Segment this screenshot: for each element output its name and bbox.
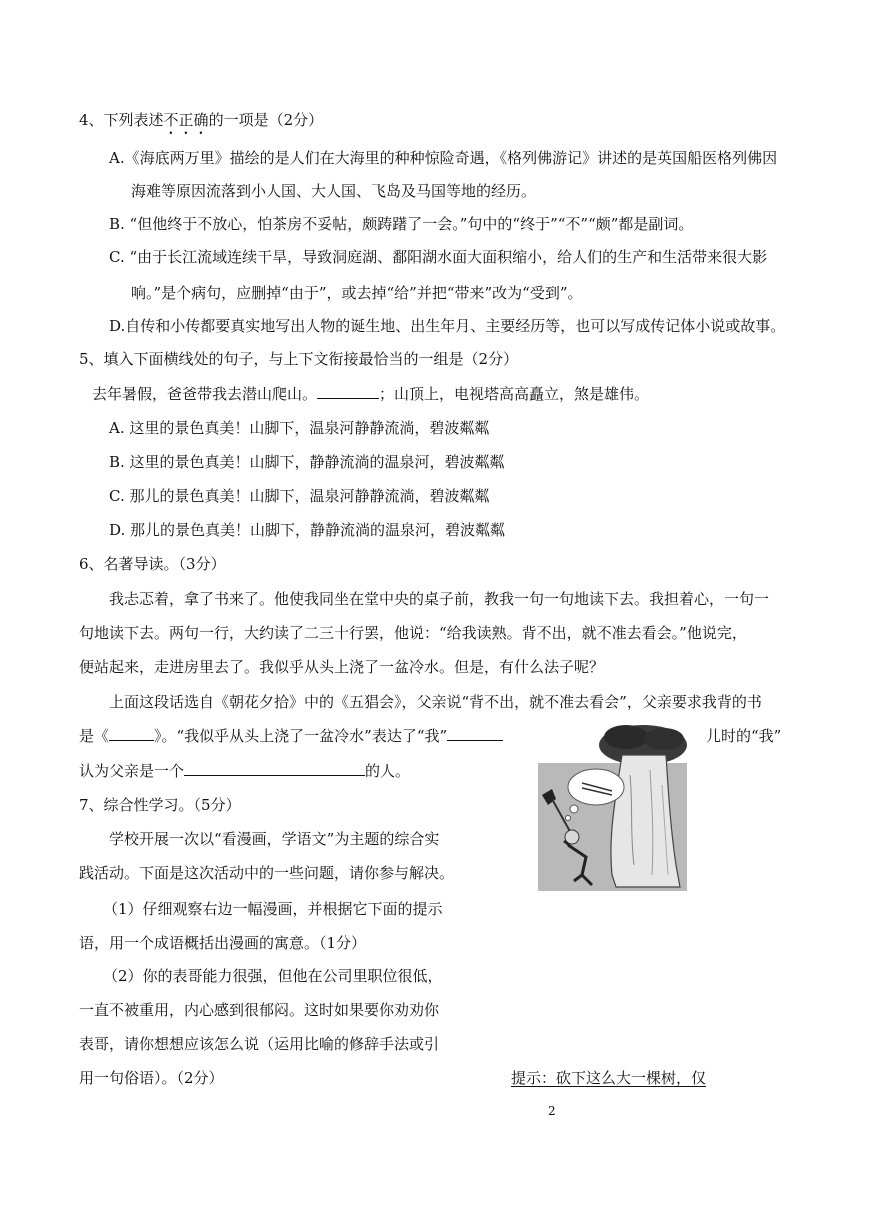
q4-title (79, 110, 323, 138)
page-number: 2 (548, 1104, 556, 1118)
q6-q2-part-b: 》。“我似乎从头上浇了一盆冷水”表达了“我” (154, 727, 448, 745)
q6-q3-part-a: 认为父亲是一个 (79, 762, 185, 780)
q5-option-a: A. 这里的景色真美！山脚下，温泉河静静流淌，碧波粼粼 (109, 419, 490, 437)
q4-option-b: B. “但他终于不放心，怕茶房不妥帖，颇踌躇了一会。”句中的“终于”“不”“颇”都是副词。 (109, 215, 694, 233)
q5-option-d: D. 那儿的景色真美！山脚下，静静流淌的温泉河，碧波粼粼 (109, 521, 506, 539)
q6-passage-line2: 句地读下去。两句一行，大约读了二三十行罢，他说：“给我读熟。背不出，就不准去看会。”他说完， (79, 624, 747, 642)
q7-sub2-line3: 表哥，请你想想应该怎么说（运用比喻的修辞手法或引 (79, 1035, 440, 1053)
q5-title: 5、填入下面横线处的句子，与上下文衔接最恰当的一组是（2分） (79, 350, 519, 368)
q5-stem (92, 384, 649, 404)
q6-question-line1: 上面这段话选自《朝花夕拾》中的《五猖会》，父亲说“背不出，就不准去看会”，父亲要求我背的书 (109, 693, 762, 711)
q4-title-emphasis: 不正确 (163, 111, 209, 129)
q4-option-d: D.自传和小传都要真实地写出人物的诞生地、出生年月、主要经历等，也可以写成传记体小说或故事。 (109, 317, 786, 335)
q6-feeling-blank[interactable] (447, 726, 503, 741)
q5-stem-pre: 去年暑假，爸爸带我去潜山爬山。 (92, 385, 318, 403)
q5-answer-blank[interactable] (317, 384, 379, 399)
q4-option-c-line1: C. “由于长江流域连续干旱，导致洞庭湖、鄱阳湖水面大面积缩小，给人们的生产和生活带来很大影 (109, 248, 768, 266)
q4-option-a-line1: A.《海底两万里》描绘的是人们在大海里的种种惊险奇遇，《格列佛游记》讲述的是英国船医格列佛因 (109, 149, 778, 167)
q4-title-post: 的一项是（2分） (208, 111, 324, 129)
q6-father-blank[interactable] (184, 761, 365, 776)
q7-sub2-line4: 用一句俗语）。（2分） (79, 1069, 224, 1087)
q5-stem-post: ；山顶上，电视塔高高矗立，煞是雄伟。 (379, 385, 650, 403)
q4-title-pre: 4、下列表述 (79, 111, 164, 129)
q7-sub2-line2: 一直不被重用，内心感到很郁闷。这时如果要你劝劝你 (79, 1001, 440, 1019)
q6-question-line2 (79, 726, 503, 746)
q6-q2-part-a: 是《 (79, 727, 110, 745)
q7-sub2-line1: （2）你的表哥能力很强，但他在公司里职位很低， (103, 967, 443, 985)
q6-question-line2-end: 儿时的“我” (706, 727, 782, 745)
q6-question-line3 (79, 761, 410, 781)
q7-intro-line1: 学校开展一次以“看漫画，学语文”为主题的综合实 (109, 830, 440, 848)
q6-passage-line1: 我忐忑着，拿了书来了。他使我同坐在堂中央的桌子前，教我一句一句地读下去。我担着心，一句一 (109, 590, 770, 608)
q7-sub1-line1: （1）仔细观察右边一幅漫画，并根据它下面的提示 (103, 900, 443, 918)
q7-intro-line2: 践活动。下面是这次活动中的一些问题，请你参与解决。 (79, 864, 455, 882)
q5-option-b: B. 这里的景色真美！山脚下，静静流淌的温泉河，碧波粼粼 (109, 453, 505, 471)
q4-option-c-line2: 响。”是个病句，应删掉“由于”，或去掉“给”并把“带来”改为“受到”。 (131, 284, 583, 302)
q7-sub1-line2: 语，用一个成语概括出漫画的寓意。（1分） (79, 934, 367, 952)
q6-book-blank[interactable] (109, 726, 154, 741)
q7-title: 7、综合性学习。（5分） (79, 796, 241, 814)
cartoon-tree-axe-drawing (538, 725, 687, 891)
q6-q3-part-b: 的人。 (365, 762, 411, 780)
cartoon-illustration (538, 725, 687, 891)
cartoon-hint: 提示：砍下这么大一棵树，仅 (511, 1069, 707, 1087)
q5-option-c: C. 那儿的景色真美！山脚下，温泉河静静流淌，碧波粼粼 (109, 487, 490, 505)
q4-option-a-line2: 海难等原因流落到小人国、大人国、飞岛及马国等地的经历。 (131, 182, 537, 200)
q6-title: 6、名著导读。（3分） (79, 555, 226, 573)
q6-passage-line3: 便站起来，走进房里去了。我似乎从头上浇了一盆冷水。但是，有什么法子呢？ (79, 658, 605, 676)
